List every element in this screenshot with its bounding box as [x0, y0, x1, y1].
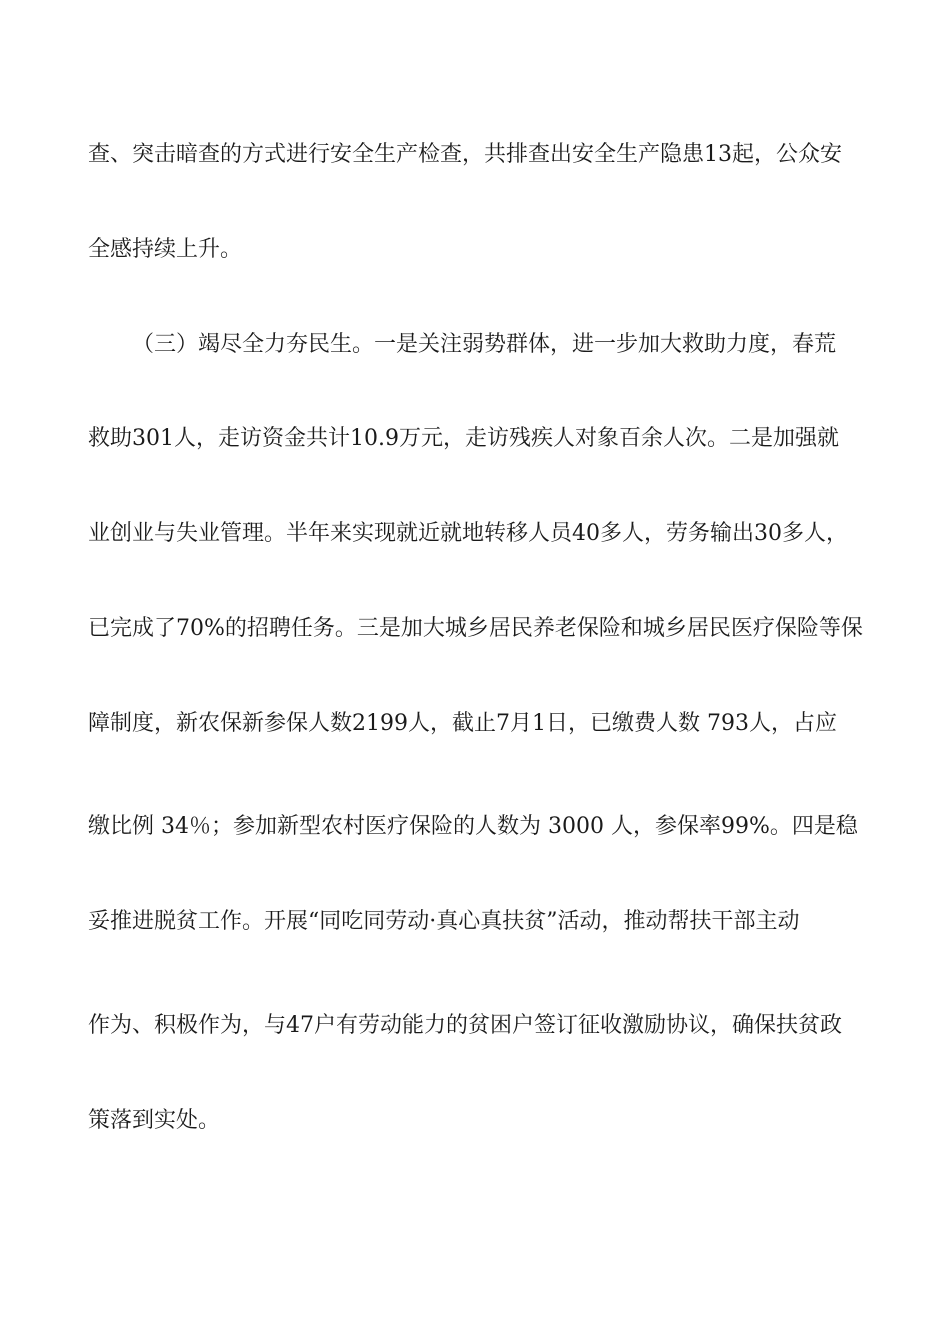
- paragraph-line: 已完成了70%的招聘任务。三是加大城乡居民养老保险和城乡居民医疗保险等保: [88, 616, 863, 641]
- paragraph-line: 缴比例 34％；参加新型农村医疗保险的人数为 3000 人，参保率99%。四是稳: [88, 814, 858, 839]
- paragraph-line: 策落到实处。: [88, 1108, 221, 1133]
- paragraph-line: 查、突击暗查的方式进行安全生产检查，共排查出安全生产隐患13起，公众安: [88, 142, 842, 167]
- paragraph-line: 救助301人，走访资金共计10.9万元，走访残疾人对象百余人次。二是加强就: [88, 426, 839, 451]
- paragraph-line: 作为、积极作为，与47户有劳动能力的贫困户签订征收激励协议，确保扶贫政: [88, 1013, 842, 1038]
- paragraph-line: 全感持续上升。: [88, 237, 243, 262]
- section-heading-line: （三）竭尽全力夯民生。一是关注弱势群体，进一步加大救助力度，春荒: [132, 332, 837, 357]
- paragraph-line: 障制度，新农保新参保人数2199人，截止7月1日，已缴费人数 793人，占应: [88, 711, 837, 736]
- paragraph-line: 业创业与失业管理。半年来实现就近就地转移人员40多人，劳务输出30多人，: [88, 521, 848, 546]
- paragraph-line: 妥推进脱贫工作。开展“同吃同劳动·真心真扶贫”活动，推动帮扶干部主动: [88, 909, 800, 934]
